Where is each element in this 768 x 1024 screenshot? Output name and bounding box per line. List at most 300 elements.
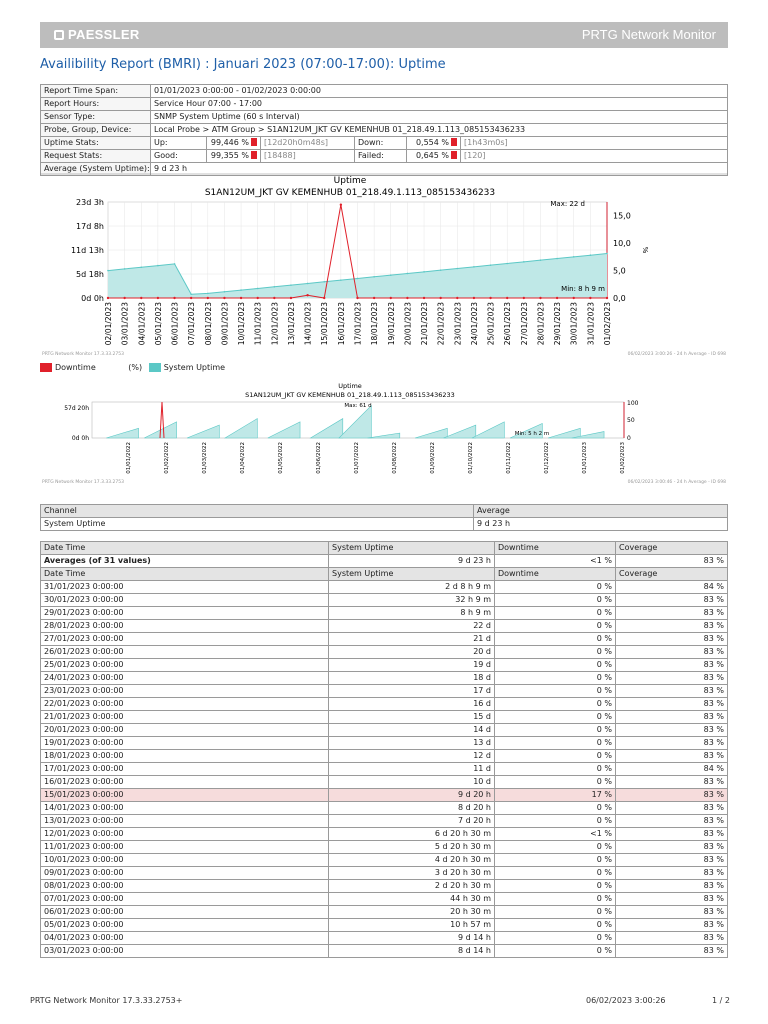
- data-point-downtime: [123, 297, 125, 299]
- data-header-row-repeat: [41, 568, 728, 581]
- x-tick-label: 04/01/2023: [137, 302, 147, 346]
- data-point-downtime: [573, 297, 575, 299]
- col-header-coverage: Coverage: [616, 542, 728, 555]
- table-row: [41, 815, 728, 828]
- failed-count: [120]: [461, 150, 728, 163]
- row-downtime: 0 %: [495, 698, 616, 711]
- row-downtime: 0 %: [495, 932, 616, 945]
- row-coverage: 83 %: [616, 633, 728, 646]
- row-date: 24/01/2023 0:00:00: [41, 672, 329, 685]
- data-point-downtime: [406, 297, 408, 299]
- table-row: [41, 841, 728, 854]
- row-coverage: 83 %: [616, 893, 728, 906]
- paessler-logo-icon: [54, 30, 64, 40]
- y-left-tick: 57d 20h: [64, 405, 89, 412]
- x-tick-label: 08/01/2023: [203, 302, 213, 346]
- chart-footer-right: 06/02/2023 3:00:26 - 24 h Average - ID 698: [627, 352, 726, 357]
- good-pct: 99,355 %: [210, 151, 249, 160]
- report-info-table: [40, 84, 728, 176]
- row-uptime: 20 d: [329, 646, 495, 659]
- good-count: [18488]: [261, 150, 355, 163]
- row-downtime: 0 %: [495, 646, 616, 659]
- x-tick-label: 17/01/2023: [353, 302, 363, 346]
- legend-label-downtime: Downtime: [55, 363, 96, 372]
- table-row: [41, 646, 728, 659]
- row-date: 06/01/2023 0:00:00: [41, 906, 329, 919]
- info-value: Local Probe > ATM Group > S1AN12UM_JKT GV KEMENHUB 01_218.49.1.113_085153436233: [151, 124, 728, 137]
- info-label: Probe, Group, Device:: [41, 124, 151, 137]
- data-point-downtime: [606, 297, 608, 299]
- info-value: SNMP System Uptime (60 s Interval): [151, 111, 728, 124]
- x-tick-label: 01/11/2022: [506, 442, 512, 474]
- row-coverage: 83 %: [616, 672, 728, 685]
- x-tick-label: 01/09/2022: [430, 442, 436, 474]
- row-uptime: 3 d 20 h 30 m: [329, 867, 495, 880]
- row-date: 13/01/2023 0:00:00: [41, 815, 329, 828]
- row-downtime: 0 %: [495, 854, 616, 867]
- table-row: [41, 932, 728, 945]
- x-tick-label: 28/01/2023: [536, 302, 546, 346]
- up-pct: 99,446 %: [210, 138, 249, 147]
- row-date: 08/01/2023 0:00:00: [41, 880, 329, 893]
- row-coverage: 83 %: [616, 945, 728, 958]
- table-row: [41, 763, 728, 776]
- row-downtime: 0 %: [495, 711, 616, 724]
- x-tick-label: 29/01/2023: [553, 302, 563, 346]
- y-left-tick: 17d 8h: [76, 222, 104, 231]
- up-pct-cell: [207, 137, 261, 150]
- row-coverage: 83 %: [616, 867, 728, 880]
- row-uptime: 12 d: [329, 750, 495, 763]
- good-label: Good:: [151, 150, 207, 163]
- status-bar-icon: [451, 151, 457, 159]
- legend-swatch-uptime: [149, 363, 161, 372]
- row-date: 19/01/2023 0:00:00: [41, 737, 329, 750]
- data-point-system-uptime: [490, 264, 492, 266]
- data-point-system-uptime: [290, 284, 292, 286]
- info-row-hours: [41, 98, 728, 111]
- row-date: 11/01/2023 0:00:00: [41, 841, 329, 854]
- table-row: [41, 919, 728, 932]
- info-value: 01/01/2023 0:00:00 - 01/02/2023 0:00:00: [151, 85, 728, 98]
- x-tick-label: 01/12/2022: [544, 442, 550, 474]
- data-point-system-uptime: [140, 266, 142, 268]
- row-date: 20/01/2023 0:00:00: [41, 724, 329, 737]
- data-point-downtime: [556, 297, 558, 299]
- row-uptime: 44 h 30 m: [329, 893, 495, 906]
- row-date: 18/01/2023 0:00:00: [41, 750, 329, 763]
- y-right-tick: 50: [627, 417, 635, 424]
- info-value: 9 d 23 h: [151, 163, 728, 176]
- data-point-downtime: [539, 297, 541, 299]
- footer-product: PRTG Network Monitor 17.3.33.2753+: [30, 996, 183, 1005]
- annotation-min: Min: 8 h 9 m: [561, 285, 605, 293]
- data-point-system-uptime: [207, 293, 209, 295]
- data-point-system-uptime: [274, 286, 276, 288]
- data-point-downtime: [240, 297, 242, 299]
- annotation-min: Min: 5 h 2 m: [514, 431, 550, 437]
- row-downtime: 0 %: [495, 919, 616, 932]
- info-label: Report Hours:: [41, 98, 151, 111]
- row-downtime: 0 %: [495, 607, 616, 620]
- row-date: 07/01/2023 0:00:00: [41, 893, 329, 906]
- info-row-sensor: [41, 111, 728, 124]
- x-tick-label: 06/01/2023: [170, 302, 180, 346]
- data-point-downtime: [190, 297, 192, 299]
- x-tick-label: 01/01/2022: [126, 442, 132, 474]
- table-row: [41, 633, 728, 646]
- row-downtime: 0 %: [495, 581, 616, 594]
- data-point-system-uptime: [423, 271, 425, 273]
- row-uptime: 4 d 20 h 30 m: [329, 854, 495, 867]
- col-header-downtime: Downtime: [495, 542, 616, 555]
- row-date: 05/01/2023 0:00:00: [41, 919, 329, 932]
- data-point-downtime: [423, 297, 425, 299]
- row-coverage: 83 %: [616, 815, 728, 828]
- table-row: [41, 659, 728, 672]
- x-tick-label: 27/01/2023: [519, 302, 529, 346]
- averages-uptime: 9 d 23 h: [329, 555, 495, 568]
- averages-row: [41, 555, 728, 568]
- table-row: [41, 789, 728, 802]
- data-point-system-uptime: [556, 258, 558, 260]
- annotation-max: Max: 22 d: [550, 200, 585, 208]
- x-tick-label: 01/04/2022: [240, 442, 246, 474]
- x-tick-label: 03/01/2023: [120, 302, 130, 346]
- averages-coverage: 83 %: [616, 555, 728, 568]
- row-downtime: 0 %: [495, 659, 616, 672]
- y-left-tick: 5d 18h: [76, 270, 104, 279]
- row-uptime: 17 d: [329, 685, 495, 698]
- paessler-logo: [54, 27, 140, 42]
- row-uptime: 7 d 20 h: [329, 815, 495, 828]
- down-pct-cell: [407, 137, 461, 150]
- y-right-tick: 10,0: [613, 239, 631, 249]
- y-right-tick: 0,0: [613, 294, 626, 303]
- data-point-system-uptime: [157, 265, 159, 267]
- x-tick-label: 01/06/2022: [316, 442, 322, 474]
- row-coverage: 83 %: [616, 880, 728, 893]
- data-point-downtime: [390, 297, 392, 299]
- row-date: 16/01/2023 0:00:00: [41, 776, 329, 789]
- table-row: [41, 698, 728, 711]
- row-coverage: 83 %: [616, 711, 728, 724]
- row-uptime: 16 d: [329, 698, 495, 711]
- row-uptime: 18 d: [329, 672, 495, 685]
- channel-table: [40, 504, 728, 531]
- down-pct: 0,554 %: [415, 138, 449, 147]
- row-downtime: 0 %: [495, 815, 616, 828]
- average-header: Average: [474, 505, 728, 518]
- data-point-downtime: [290, 297, 292, 299]
- x-tick-label: 01/02/2023: [603, 302, 612, 346]
- row-downtime: 0 %: [495, 880, 616, 893]
- table-row: [41, 867, 728, 880]
- row-downtime: 0 %: [495, 750, 616, 763]
- data-point-system-uptime: [390, 274, 392, 276]
- data-point-downtime: [257, 297, 259, 299]
- row-coverage: 83 %: [616, 607, 728, 620]
- chart-footer-left: PRTG Network Monitor 17.3.33.2753: [42, 352, 124, 357]
- row-date: 23/01/2023 0:00:00: [41, 685, 329, 698]
- failed-pct: 0,645 %: [415, 151, 449, 160]
- x-tick-label: 31/01/2023: [586, 302, 596, 346]
- averages-downtime: <1 %: [495, 555, 616, 568]
- table-row: [41, 893, 728, 906]
- y-left-tick: 11d 13h: [70, 246, 104, 255]
- x-tick-label: 01/10/2022: [468, 442, 474, 474]
- info-row-request-stats: [41, 150, 728, 163]
- table-row: [41, 802, 728, 815]
- table-row: [41, 776, 728, 789]
- data-point-system-uptime: [506, 263, 508, 265]
- table-row: [41, 906, 728, 919]
- data-point-system-uptime: [174, 263, 176, 265]
- x-tick-label: 10/01/2023: [237, 302, 247, 346]
- row-uptime: 15 d: [329, 711, 495, 724]
- data-point-downtime: [173, 297, 175, 299]
- row-uptime: 2 d 8 h 9 m: [329, 581, 495, 594]
- data-point-downtime: [107, 297, 109, 299]
- row-coverage: 83 %: [616, 646, 728, 659]
- footer-date: 06/02/2023 3:00:26: [586, 996, 666, 1005]
- chart-subtitle: S1AN12UM_JKT GV KEMENHUB 01_218.49.1.113_085153436233: [245, 391, 455, 399]
- data-header-row: [41, 542, 728, 555]
- report-header-bar: [40, 22, 728, 48]
- x-tick-label: 16/01/2023: [336, 302, 346, 346]
- data-point-downtime: [473, 297, 475, 299]
- data-point-system-uptime: [107, 270, 109, 272]
- row-uptime: 21 d: [329, 633, 495, 646]
- row-coverage: 83 %: [616, 906, 728, 919]
- row-coverage: 83 %: [616, 776, 728, 789]
- channel-header: Channel: [41, 505, 474, 518]
- row-coverage: 83 %: [616, 932, 728, 945]
- table-row: [41, 724, 728, 737]
- y-right-tick: 5,0: [613, 266, 626, 276]
- x-tick-label: 07/01/2023: [187, 302, 197, 346]
- data-point-system-uptime: [124, 268, 126, 270]
- status-bar-icon: [251, 151, 257, 159]
- data-point-system-uptime: [590, 254, 592, 256]
- row-downtime: 0 %: [495, 633, 616, 646]
- col-header-date: Date Time: [41, 568, 329, 581]
- data-point-system-uptime: [407, 273, 409, 275]
- x-tick-label: 01/07/2022: [354, 442, 360, 474]
- data-point-downtime: [489, 297, 491, 299]
- row-uptime: 19 d: [329, 659, 495, 672]
- data-point-downtime: [306, 294, 308, 296]
- channel-name: System Uptime: [41, 518, 474, 531]
- row-uptime: 14 d: [329, 724, 495, 737]
- row-coverage: 83 %: [616, 620, 728, 633]
- info-label: Average (System Uptime):: [41, 163, 151, 176]
- data-point-system-uptime: [323, 281, 325, 283]
- col-header-coverage: Coverage: [616, 568, 728, 581]
- row-uptime: 32 h 9 m: [329, 594, 495, 607]
- x-tick-label: 24/01/2023: [469, 302, 479, 346]
- data-point-downtime: [356, 297, 358, 299]
- data-point-system-uptime: [307, 283, 309, 285]
- row-uptime: 9 d 14 h: [329, 932, 495, 945]
- status-bar-icon: [251, 138, 257, 146]
- row-date: 30/01/2023 0:00:00: [41, 594, 329, 607]
- data-point-system-uptime: [457, 268, 459, 270]
- data-point-downtime: [140, 297, 142, 299]
- channel-header-row: [41, 505, 728, 518]
- col-header-date: Date Time: [41, 542, 329, 555]
- row-downtime: 0 %: [495, 906, 616, 919]
- table-row: [41, 594, 728, 607]
- row-date: 27/01/2023 0:00:00: [41, 633, 329, 646]
- row-downtime: 0 %: [495, 724, 616, 737]
- row-uptime: 10 h 57 m: [329, 919, 495, 932]
- table-row: [41, 711, 728, 724]
- x-tick-label: 22/01/2023: [436, 302, 446, 346]
- info-label: Uptime Stats:: [41, 137, 151, 150]
- chart-footer-right: 06/02/2023 3:00:46 - 24 h Average - ID 698: [627, 480, 726, 485]
- x-tick-label: 15/01/2023: [320, 302, 330, 346]
- row-downtime: 0 %: [495, 893, 616, 906]
- row-uptime: 22 d: [329, 620, 495, 633]
- row-date: 04/01/2023 0:00:00: [41, 932, 329, 945]
- data-point-system-uptime: [373, 276, 375, 278]
- annotation-max: Max: 61 d: [344, 403, 372, 409]
- info-value: Service Hour 07:00 - 17:00: [151, 98, 728, 111]
- data-point-downtime: [273, 297, 275, 299]
- logo-text: PAESSLER: [68, 27, 140, 42]
- up-label: Up:: [151, 137, 207, 150]
- row-coverage: 84 %: [616, 763, 728, 776]
- row-date: 03/01/2023 0:00:00: [41, 945, 329, 958]
- table-row: [41, 750, 728, 763]
- row-coverage: 83 %: [616, 698, 728, 711]
- x-tick-label: 13/01/2023: [286, 302, 296, 346]
- row-uptime: 20 h 30 m: [329, 906, 495, 919]
- table-row: [41, 737, 728, 750]
- data-point-system-uptime: [240, 289, 242, 291]
- daily-data-table: [40, 541, 728, 958]
- info-row-time-span: [41, 85, 728, 98]
- x-tick-label: 11/01/2023: [253, 302, 263, 346]
- table-row: [41, 685, 728, 698]
- row-date: 22/01/2023 0:00:00: [41, 698, 329, 711]
- row-date: 15/01/2023 0:00:00: [41, 789, 329, 802]
- y-right-label: %: [641, 246, 649, 254]
- uptime-chart-monthly: [40, 172, 728, 360]
- table-row: [41, 620, 728, 633]
- data-point-system-uptime: [190, 293, 192, 295]
- row-uptime: 6 d 20 h 30 m: [329, 828, 495, 841]
- footer-page-number: 1 / 2: [712, 996, 730, 1005]
- x-tick-label: 05/01/2023: [153, 302, 163, 346]
- row-coverage: 83 %: [616, 659, 728, 672]
- averages-label: Averages (of 31 values): [41, 555, 329, 568]
- good-pct-cell: [207, 150, 261, 163]
- data-point-downtime: [207, 297, 209, 299]
- row-downtime: 0 %: [495, 685, 616, 698]
- table-row: [41, 945, 728, 958]
- legend-swatch-downtime: [40, 363, 52, 372]
- y-left-tick: 0d 0h: [81, 294, 104, 303]
- row-uptime: 2 d 20 h 30 m: [329, 880, 495, 893]
- x-tick-label: 19/01/2023: [386, 302, 396, 346]
- x-tick-label: 20/01/2023: [403, 302, 413, 346]
- x-tick-label: 26/01/2023: [503, 302, 513, 346]
- row-coverage: 83 %: [616, 737, 728, 750]
- x-tick-label: 14/01/2023: [303, 302, 313, 346]
- chart-footer-left: PRTG Network Monitor 17.3.33.2753: [42, 480, 124, 485]
- row-uptime: 8 d 14 h: [329, 945, 495, 958]
- data-point-system-uptime: [606, 253, 608, 255]
- data-point-system-uptime: [440, 269, 442, 271]
- table-row: [41, 828, 728, 841]
- row-coverage: 84 %: [616, 581, 728, 594]
- x-tick-label: 01/02/2022: [164, 442, 170, 474]
- report-title: Availibility Report (BMRI) : Januari 2023 (07:00-17:00): Uptime: [40, 57, 446, 72]
- row-coverage: 83 %: [616, 919, 728, 932]
- uptime-chart-yearly: [40, 379, 728, 487]
- row-uptime: 5 d 20 h 30 m: [329, 841, 495, 854]
- x-tick-label: 01/03/2022: [202, 442, 208, 474]
- row-date: 29/01/2023 0:00:00: [41, 607, 329, 620]
- row-uptime: 11 d: [329, 763, 495, 776]
- y-left-tick: 0d 0h: [71, 435, 89, 442]
- x-tick-label: 09/01/2023: [220, 302, 230, 346]
- x-tick-label: 02/01/2023: [104, 302, 113, 346]
- data-point-system-uptime: [540, 259, 542, 261]
- col-header-downtime: Downtime: [495, 568, 616, 581]
- chart-subtitle: S1AN12UM_JKT GV KEMENHUB 01_218.49.1.113_085153436233: [204, 188, 496, 198]
- data-point-system-uptime: [523, 261, 525, 263]
- row-coverage: 83 %: [616, 802, 728, 815]
- x-tick-label: 01/02/2023: [620, 442, 626, 474]
- row-coverage: 83 %: [616, 724, 728, 737]
- legend-label-uptime: System Uptime: [163, 363, 226, 372]
- row-uptime: 8 d 20 h: [329, 802, 495, 815]
- row-date: 25/01/2023 0:00:00: [41, 659, 329, 672]
- info-row-uptime-stats: [41, 137, 728, 150]
- table-row: [41, 581, 728, 594]
- failed-pct-cell: [407, 150, 461, 163]
- row-uptime: 13 d: [329, 737, 495, 750]
- chart-title: Uptime: [333, 176, 367, 186]
- down-time: [1h43m0s]: [461, 137, 728, 150]
- data-point-system-uptime: [340, 279, 342, 281]
- x-tick-label: 01/05/2022: [278, 442, 284, 474]
- row-coverage: 83 %: [616, 789, 728, 802]
- failed-label: Failed:: [355, 150, 407, 163]
- data-point-downtime: [340, 204, 342, 206]
- row-downtime: 0 %: [495, 620, 616, 633]
- info-row-probe: [41, 124, 728, 137]
- data-point-downtime: [223, 297, 225, 299]
- x-tick-label: 23/01/2023: [453, 302, 463, 346]
- data-point-downtime: [373, 297, 375, 299]
- row-downtime: <1 %: [495, 828, 616, 841]
- table-row: [41, 607, 728, 620]
- row-date: 10/01/2023 0:00:00: [41, 854, 329, 867]
- x-tick-label: 21/01/2023: [420, 302, 430, 346]
- col-header-uptime: System Uptime: [329, 568, 495, 581]
- row-downtime: 0 %: [495, 672, 616, 685]
- channel-average: 9 d 23 h: [474, 518, 728, 531]
- row-date: 09/01/2023 0:00:00: [41, 867, 329, 880]
- x-tick-label: 01/08/2022: [392, 442, 398, 474]
- data-point-downtime: [439, 297, 441, 299]
- row-downtime: 0 %: [495, 867, 616, 880]
- x-tick-label: 18/01/2023: [370, 302, 380, 346]
